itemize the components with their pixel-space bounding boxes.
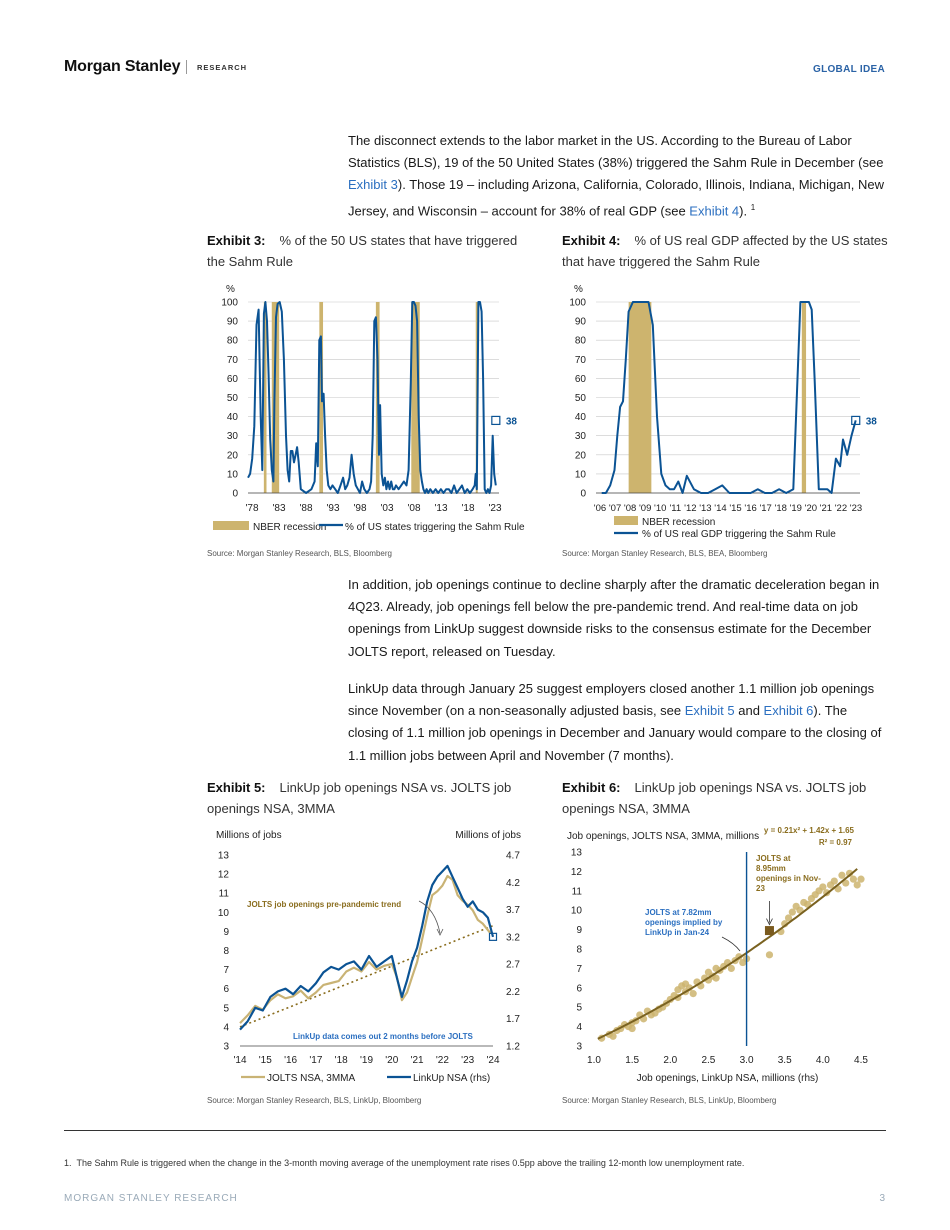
- exhibit-5-chart: [207, 825, 537, 1090]
- y-tick-label: 30: [226, 431, 238, 443]
- y-tick-label-left: 10: [217, 907, 229, 919]
- scatter-point: [690, 990, 697, 997]
- trend-line: [240, 926, 493, 1027]
- y-tick-label-left: 4: [223, 1022, 229, 1034]
- y-tick-label-left: 3: [223, 1041, 229, 1053]
- page-number: 3: [879, 1193, 885, 1204]
- y-tick-label: 40: [226, 412, 238, 424]
- x-tick-label: 4.0: [815, 1055, 830, 1066]
- y-tick-label-left: 6: [223, 984, 229, 996]
- x-tick-label: 3.5: [777, 1055, 792, 1066]
- y-tick-label-left: 8: [223, 946, 229, 957]
- recession-band: [802, 302, 806, 493]
- footnote-ref[interactable]: 1: [750, 202, 756, 212]
- x-tick-label: '03: [380, 503, 394, 514]
- y-tick-label: 60: [574, 373, 586, 385]
- annotation-trend: JOLTS job openings pre-pandemic trend: [247, 900, 402, 909]
- x-axis-title: Job openings, LinkUp NSA, millions (rhs): [636, 1073, 819, 1084]
- footnote-divider: [64, 1130, 886, 1131]
- series-jolts: [240, 876, 491, 1023]
- y-tick-label: 11: [571, 886, 582, 898]
- x-tick-label: '12: [684, 503, 697, 514]
- y-tick-label: 100: [569, 297, 586, 309]
- x-tick-label: '20: [804, 503, 818, 514]
- paragraph-3: LinkUp data through January 25 suggest employers closed another 1.1 million job openings since November (on a non-seasonally adjusted basis, see Exhibit 5 and Exhibit 6). The closing of 1.1 million job openings in December and January would compare to the closing of 1.1 million jobs between April and November (7 months).: [348, 681, 882, 763]
- y-tick-label: 80: [574, 335, 586, 347]
- link-exhibit-5[interactable]: Exhibit 5: [684, 703, 735, 719]
- x-tick-label: 1.0: [587, 1055, 601, 1066]
- link-exhibit-4[interactable]: Exhibit 4: [689, 202, 740, 218]
- exhibit-4-chart: [562, 280, 892, 542]
- exhibit-3-title: Exhibit 3: % of the 50 US states that have triggered the Sahm Rule: [207, 233, 518, 269]
- y-tick-label-left: 7: [223, 965, 229, 977]
- legend-label-linkup: LinkUp NSA (rhs): [413, 1073, 491, 1084]
- legend-label-recession: NBER recession: [253, 522, 327, 533]
- x-tick-label: '21: [410, 1055, 424, 1066]
- y-tick-label: 4: [576, 1022, 582, 1034]
- header-divider: [186, 60, 187, 74]
- x-tick-label: '07: [608, 503, 622, 514]
- x-tick-label: '88: [299, 503, 313, 514]
- y-tick-label-right: 2.2: [506, 986, 520, 998]
- y-tick-label: 3: [576, 1041, 582, 1053]
- x-tick-label: 2.0: [663, 1055, 678, 1066]
- annotation-jan24: JOLTS at 7.82mm openings implied by LinkUp in Jan-24: [645, 908, 723, 937]
- x-tick-label: '18: [334, 1055, 348, 1066]
- scatter-point: [857, 876, 864, 883]
- y-axis-unit: %: [574, 284, 583, 295]
- y-tick-label-right: 4.7: [506, 850, 520, 862]
- y-tick-label: 30: [574, 431, 586, 443]
- scatter-point: [838, 872, 845, 879]
- exhibit-6-title: Exhibit 6: LinkUp job openings NSA vs. JOLTS job openings NSA, 3MMA: [562, 780, 867, 816]
- legend-label-recession: NBER recession: [642, 517, 716, 528]
- exhibit-6-source: Source: Morgan Stanley Research, BLS, LinkUp, Bloomberg: [562, 1096, 777, 1105]
- x-tick-label: '22: [834, 503, 848, 514]
- header-tag: GLOBAL IDEA: [812, 64, 885, 75]
- x-tick-label: '16: [284, 1055, 298, 1066]
- y-tick-label: 9: [576, 925, 582, 937]
- y-tick-label: 100: [221, 297, 238, 309]
- x-tick-label: '15: [258, 1055, 272, 1066]
- x-tick-label: '20: [385, 1055, 399, 1066]
- fit-equation: y = 0.21x² + 1.42x + 1.65: [763, 826, 854, 835]
- header-section: RESEARCH: [197, 63, 248, 72]
- x-tick-label: '78: [245, 503, 259, 514]
- paragraph-1: The disconnect extends to the labor market in the US. According to the Bureau of Labor Statistics (BLS), 19 of the 50 United States (38%) triggered the Sahm Rule in December (see Exhibit 3). Those 19 – including Arizona, California, Colorado, Illinois, Indiana, Michigan, New Jersey, and Wisconsin – account for 38% of real GDP (see Exhibit 4). $^1$: [348, 133, 884, 218]
- y-tick-label-right: 4.2: [506, 877, 520, 889]
- x-tick-label: '10: [654, 503, 667, 514]
- legend-label-jolts: JOLTS NSA, 3MMA: [267, 1073, 356, 1084]
- y-tick-label-left: 13: [217, 850, 229, 862]
- y-tick-label: 5: [576, 1002, 582, 1014]
- footer-label: MORGAN STANLEY RESEARCH: [64, 1193, 238, 1204]
- y-axis-title-right: Millions of jobs: [455, 830, 521, 841]
- x-tick-label: '19: [789, 503, 802, 514]
- exhibit-5-title: Exhibit 5: LinkUp job openings NSA vs. JOLTS job openings NSA, 3MMA: [207, 780, 512, 816]
- annotation-linkup: LinkUp data comes out 2 months before JOLTS: [293, 1032, 473, 1041]
- exhibit-3-source: Source: Morgan Stanley Research, BLS, Bloomberg: [207, 549, 392, 558]
- y-tick-label-right: 2.7: [506, 959, 520, 971]
- x-tick-label: '09: [638, 503, 652, 514]
- y-tick-label-left: 11: [218, 888, 229, 900]
- x-tick-label: '24: [486, 1055, 500, 1066]
- exhibit-5-source: Source: Morgan Stanley Research, BLS, LinkUp, Bloomberg: [207, 1096, 422, 1105]
- legend-label-line: % of US states triggering the Sahm Rule: [345, 522, 525, 533]
- y-tick-label: 0: [232, 488, 238, 500]
- annotation-nov23: JOLTS at 8.95mm openings in Nov-23: [756, 854, 821, 893]
- scatter-point: [831, 878, 838, 885]
- legend-label-line: % of US real GDP triggering the Sahm Rule: [642, 529, 836, 540]
- y-tick-label-right: 3.7: [506, 905, 520, 917]
- y-tick-label: 80: [226, 335, 238, 347]
- y-tick-label-right: 1.7: [506, 1014, 520, 1026]
- footnote-1: 1. The Sahm Rule is triggered when the change in the 3-month moving average of the unemployment rate rises 0.5pp above the trailing 12-month low unemployment rate.: [64, 1158, 745, 1168]
- x-tick-label: '14: [714, 503, 727, 514]
- recession-band: [629, 302, 652, 493]
- end-value-label: 38: [865, 416, 877, 428]
- y-tick-label: 12: [570, 866, 582, 878]
- exhibit-6-chart: [562, 825, 892, 1090]
- link-exhibit-6[interactable]: Exhibit 6: [763, 703, 814, 719]
- x-tick-label: 1.5: [625, 1055, 640, 1066]
- x-tick-label: '08: [407, 503, 421, 514]
- y-axis-title: Job openings, JOLTS NSA, 3MMA, millions: [567, 831, 760, 842]
- x-tick-label: '13: [699, 503, 712, 514]
- x-tick-label: '19: [359, 1055, 374, 1066]
- y-tick-label-left: 9: [223, 926, 229, 938]
- end-value-label: 38: [505, 416, 517, 428]
- x-tick-label: '13: [434, 503, 448, 514]
- x-tick-label: '14: [233, 1055, 247, 1066]
- x-tick-label: 4.5: [854, 1055, 868, 1066]
- x-tick-label: '15: [729, 503, 742, 514]
- legend-swatch-recession: [213, 521, 249, 530]
- x-tick-label: '18: [774, 503, 787, 514]
- y-tick-label: 90: [574, 316, 586, 328]
- legend-swatch-recession: [614, 516, 638, 525]
- y-tick-label: 20: [226, 450, 238, 462]
- y-tick-label: 90: [226, 316, 238, 328]
- y-tick-label: 50: [574, 393, 586, 404]
- x-tick-label: 3.0: [739, 1055, 754, 1066]
- y-tick-label: 40: [574, 412, 586, 424]
- x-tick-label: '23: [461, 1055, 475, 1066]
- scatter-point: [766, 951, 773, 958]
- y-tick-label: 13: [570, 847, 582, 859]
- jan24-arrow: [722, 937, 740, 951]
- y-tick-label: 60: [226, 373, 238, 385]
- link-exhibit-3[interactable]: Exhibit 3: [348, 177, 398, 193]
- exhibit-3-chart: [207, 280, 537, 542]
- y-tick-label: 10: [574, 469, 586, 481]
- x-tick-label: 2.5: [701, 1055, 716, 1066]
- y-tick-label: 7: [576, 963, 582, 975]
- y-tick-label: 10: [570, 905, 582, 917]
- x-tick-label: '18: [461, 503, 475, 514]
- brand-logo: Morgan Stanley: [64, 58, 181, 75]
- nov23-marker: [765, 926, 774, 935]
- y-tick-label-left: 5: [223, 1003, 229, 1015]
- y-tick-label: 0: [580, 488, 586, 500]
- y-tick-label: 6: [576, 983, 582, 995]
- y-tick-label-right: 3.2: [506, 932, 520, 944]
- x-tick-label: '23: [849, 503, 863, 514]
- y-tick-label: 70: [226, 354, 238, 366]
- x-tick-label: '11: [669, 503, 682, 514]
- x-tick-label: '23: [488, 503, 502, 514]
- scatter-point: [629, 1025, 636, 1032]
- x-tick-label: '83: [272, 503, 286, 514]
- x-tick-label: '17: [309, 1055, 323, 1066]
- x-tick-label: '22: [435, 1055, 449, 1066]
- exhibit-4-source: Source: Morgan Stanley Research, BLS, BEA, Bloomberg: [562, 549, 768, 558]
- y-tick-label: 8: [576, 944, 582, 956]
- x-tick-label: '08: [623, 503, 637, 514]
- exhibit-4-title: Exhibit 4: % of US real GDP affected by the US states that have triggered the Sahm Rule: [562, 233, 888, 269]
- y-tick-label-right: 1.2: [506, 1041, 520, 1053]
- x-tick-label: '93: [326, 503, 340, 514]
- x-tick-label: '06: [593, 503, 607, 514]
- y-tick-label: 10: [226, 469, 238, 481]
- y-tick-label: 20: [574, 450, 586, 462]
- y-tick-label: 50: [226, 393, 238, 404]
- paragraph-2: In addition, job openings continue to decline sharply after the dramatic deceleration began in 4Q23. Already, job openings fell below the pre-pandemic trend. And real-time data on job openings from LinkUp suggest downside risks to the consensus estimate for the December JOLTS report, released on Tuesday.: [348, 577, 880, 659]
- y-axis-unit: %: [226, 284, 235, 295]
- fit-r2: R² = 0.97: [818, 838, 852, 847]
- x-tick-label: '98: [353, 503, 367, 514]
- end-marker: [492, 416, 500, 424]
- x-tick-label: '17: [759, 503, 772, 514]
- x-tick-label: '21: [819, 503, 833, 514]
- x-tick-label: '16: [744, 503, 757, 514]
- y-tick-label-left: 12: [217, 869, 229, 881]
- y-axis-title-left: Millions of jobs: [216, 830, 282, 841]
- y-tick-label: 70: [574, 354, 586, 366]
